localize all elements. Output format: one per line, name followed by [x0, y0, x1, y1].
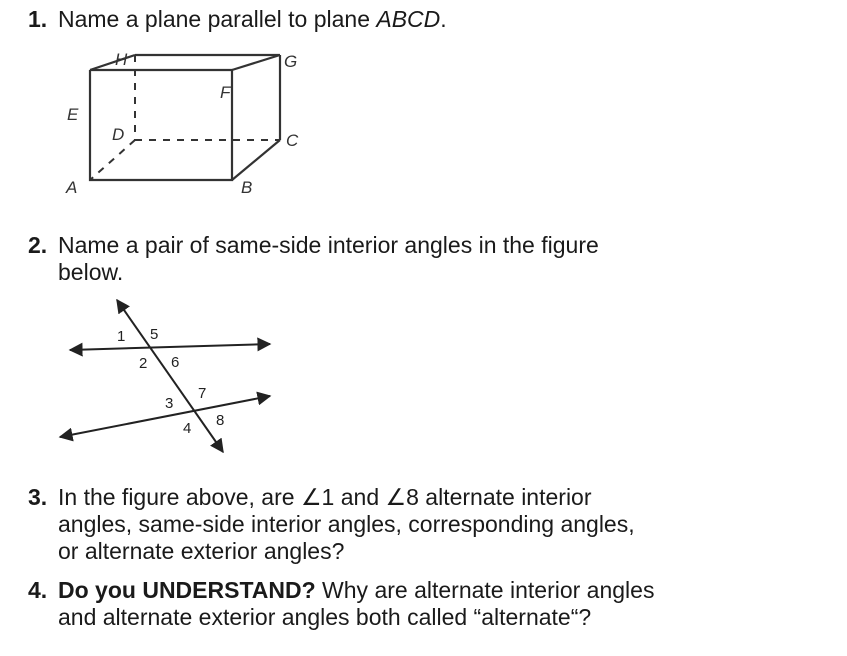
vertex-label-C: C: [286, 131, 299, 150]
vertex-label-B: B: [241, 178, 253, 197]
edge-EH: [90, 55, 135, 70]
question-2: [28, 232, 828, 286]
angle-label-8: 8: [216, 412, 225, 429]
rectangular-prism-figure: [55, 45, 315, 210]
edge-FG: [232, 55, 280, 70]
angle-label-1: 1: [117, 328, 126, 345]
question-text-line2: angles, same-side interior angles, corresponding angles,: [58, 511, 635, 537]
question-3: [28, 484, 828, 565]
question-text-line1: Name a pair of same-side interior angles in the figure: [58, 232, 599, 258]
question-text-line3: or alternate exterior angles?: [58, 538, 345, 564]
vertex-label-G: G: [284, 52, 298, 71]
parallel-line-top: [70, 344, 270, 350]
question-number: 1.: [28, 6, 48, 32]
vertex-label-F: F: [220, 83, 231, 102]
angle-label-7: 7: [198, 385, 207, 402]
question-text-line1: Why are alternate interior angles: [315, 577, 655, 603]
angle-label-2: 2: [139, 355, 148, 372]
question-1: [28, 6, 828, 33]
angle-label-3: 3: [165, 395, 174, 412]
question-number: 3.: [28, 484, 48, 510]
understand-prompt: Do you UNDERSTAND?: [58, 577, 316, 603]
question-text: Name a plane parallel to plane: [58, 6, 377, 32]
hidden-edge-DA: [90, 140, 135, 180]
question-text-line1: In the figure above, are ∠1 and ∠8 alternate interior: [58, 484, 592, 510]
question-text-line2: and alternate exterior angles both called “alternate“?: [58, 604, 592, 630]
vertex-label-H: H: [115, 50, 128, 69]
plane-name: ABCD: [376, 6, 441, 32]
vertex-label-E: E: [67, 105, 79, 124]
angle-label-5: 5: [150, 326, 159, 343]
question-number: 2.: [28, 232, 48, 258]
question-4: [28, 577, 828, 631]
question-text-end: .: [440, 6, 447, 32]
angle-label-4: 4: [183, 420, 192, 437]
angle-label-6: 6: [171, 354, 180, 371]
vertex-label-D: D: [112, 125, 125, 144]
edge-BC: [232, 140, 280, 180]
vertex-label-A: A: [66, 178, 78, 197]
question-text-line2: below.: [58, 259, 124, 285]
question-number: 4.: [28, 577, 48, 603]
transversal-line: [117, 300, 223, 452]
transversal-figure: [55, 292, 285, 457]
